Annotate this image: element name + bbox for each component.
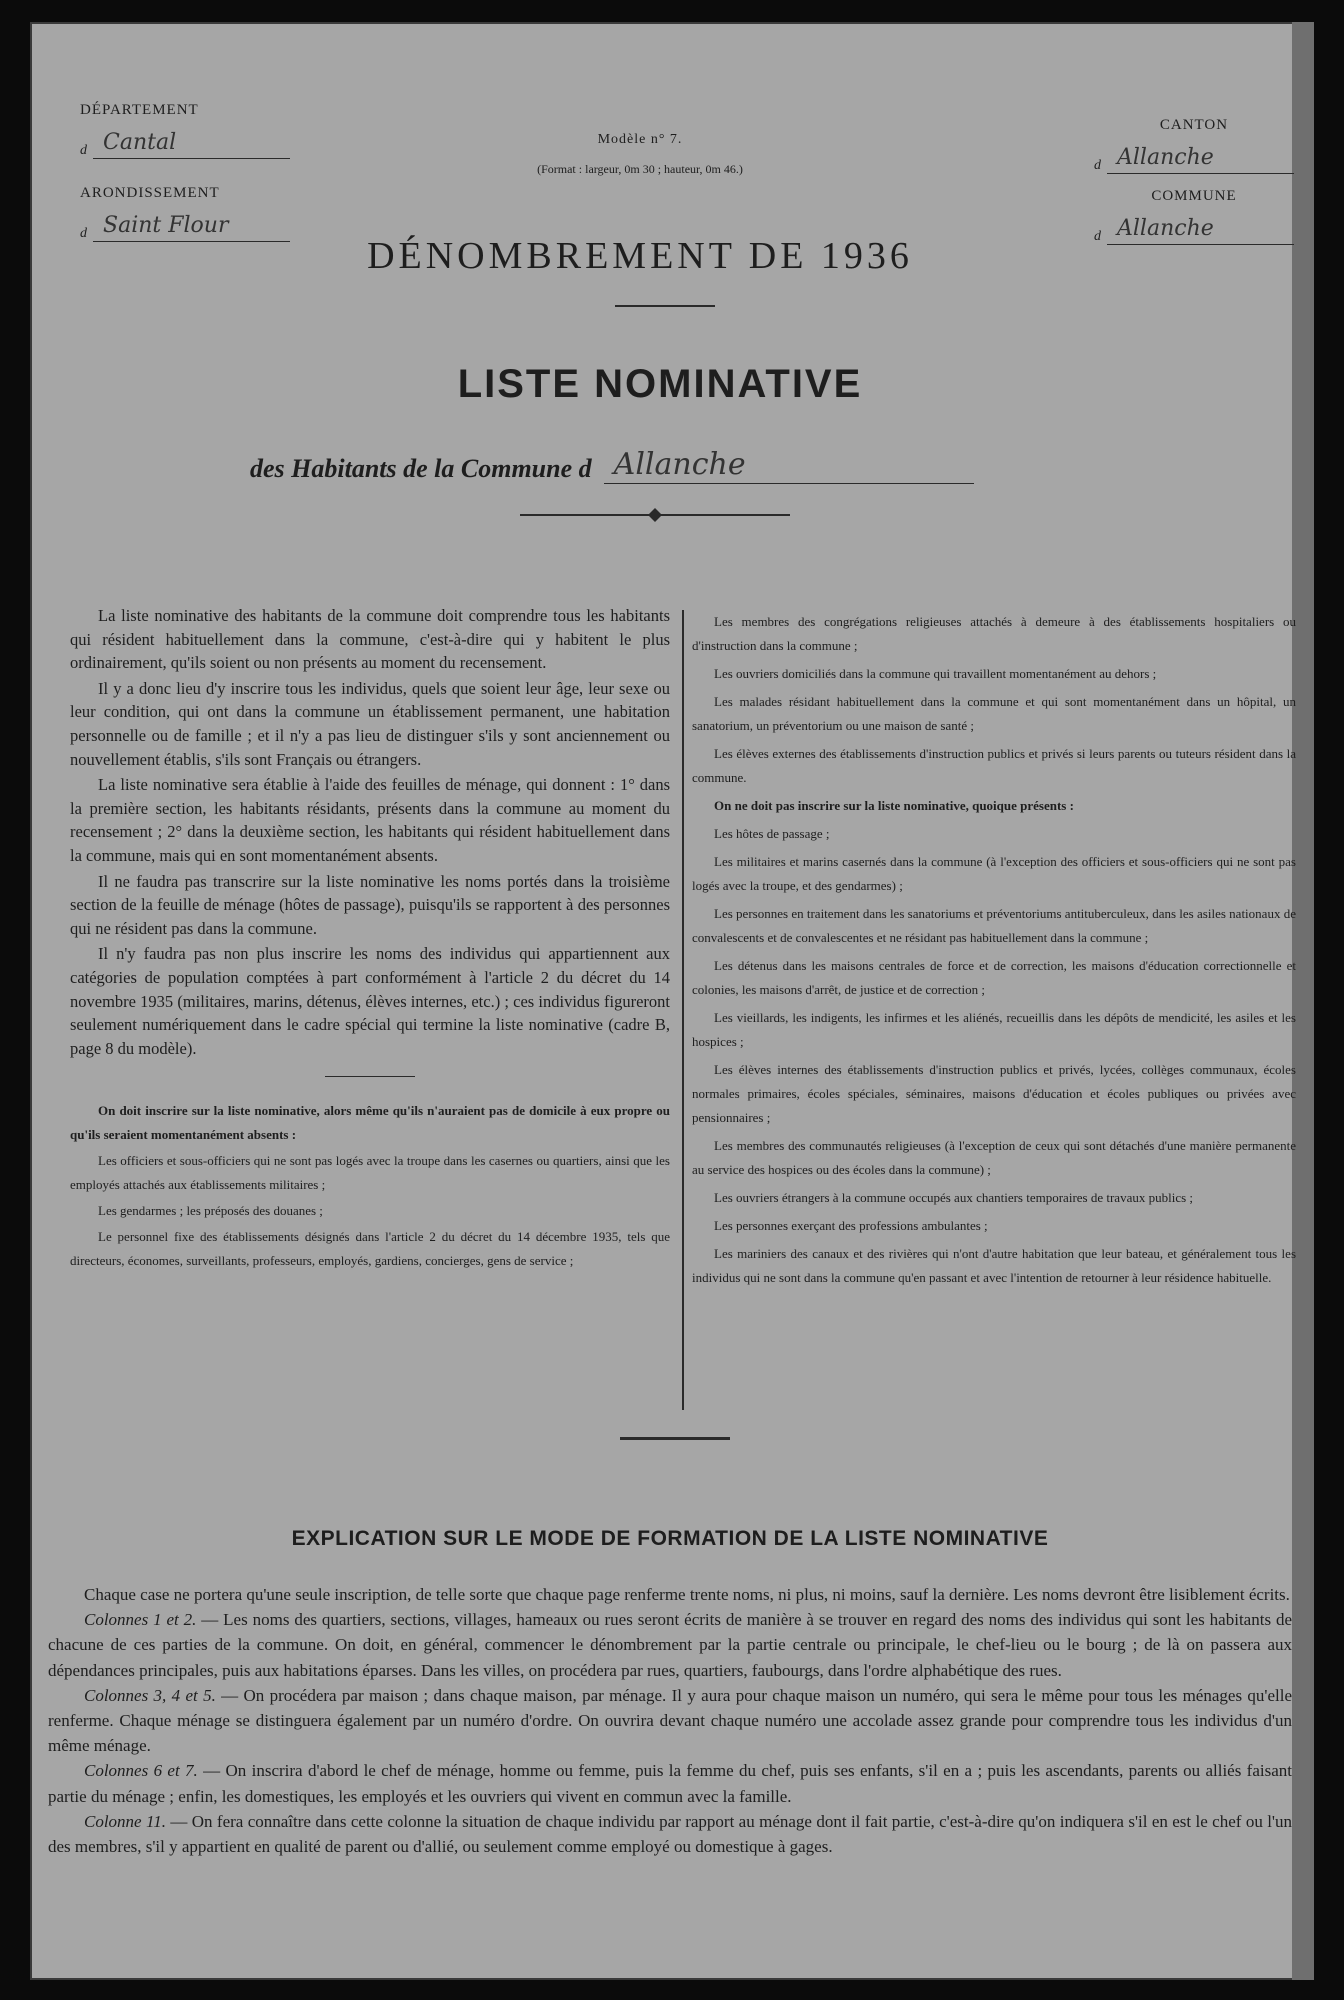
explication-item-text: — On fera connaître dans cette colonne la situation de chaque individu par rapport au ménage dont il fait partie, c'est-à-dire qu'on indiquera s'il en est le chef ou l'un des membres, s'il y appartient en qualité de parent ou d'allié, ou seulement comme employé ou domestique à gages. bbox=[48, 1811, 1292, 1857]
right-item: Les ouvriers domiciliés dans la commune qui travaillent momentanément au dehors ; bbox=[714, 666, 1157, 681]
not-inscribe-heading: On ne doit pas inscrire sur la liste nominative, quoique présents : bbox=[714, 798, 1074, 813]
commune-label: COMMUNE bbox=[1151, 188, 1237, 204]
page-subtitle: LISTE NOMINATIVE bbox=[457, 362, 863, 406]
left-paragraph: La liste nominative des habitants de la commune doit comprendre tous les habitants qui résident habituellement dans la commune, c'est-à-dire qui y habitent le plus ordinairement, qu'ils soient ou non présents au moment du recensement. bbox=[70, 606, 670, 673]
not-inscribe-item: Les personnes exerçant des professions ambulantes ; bbox=[714, 1218, 988, 1233]
not-inscribe-item: Les mariniers des canaux et des rivières qui n'ont d'autre habitation que leur bateau, et généralement tous les individus qui ne sont dans la commune qu'en passant et avec l'intention de retourner à leur résidence habituelle. bbox=[692, 1246, 1296, 1285]
must-inscribe-item: Le personnel fixe des établissements désignés dans l'article 2 du décret du 14 décembre 1935, tels que directeurs, économes, surveillants, professeurs, employés, gardiens, concierges, gens de service ; bbox=[70, 1229, 670, 1269]
header-left bbox=[80, 102, 290, 242]
explication-item-text: — Les noms des quartiers, sections, villages, hameaux ou rues seront écrits de manière à se trouver en regard des noms des individus qui sont les habitants de chacune de ces parties de la commune. On doit, en général, commencer le dénombrement par la partie centrale ou principale, le chef-lieu ou le bourg ; de là on passera aux dépendances principales, puis aux habitations éparses. Dans les villes, on procédera par rues, quartiers, faubourgs, dans l'ordre alphabétique des rues. bbox=[48, 1610, 1292, 1680]
explication-item bbox=[48, 1758, 1292, 1808]
explication-item bbox=[48, 1607, 1292, 1683]
explication-item bbox=[48, 1683, 1292, 1759]
departement-prefix: d bbox=[80, 143, 87, 158]
page-title: DÉNOMBREMENT DE 1936 bbox=[367, 235, 913, 277]
not-inscribe-item: Les membres des communautés religieuses (à l'exception de ceux qui sont détachés d'une manière permanente au service des hospices ou des écoles dans la commune) ; bbox=[692, 1138, 1296, 1177]
right-item: Les malades résidant habituellement dans la commune et qui sont momentanément dans un hôpital, un sanatorium, un préventorium ou une maison de santé ; bbox=[692, 694, 1296, 733]
arrondissement-label: ARONDISSEMENT bbox=[80, 185, 220, 201]
commune-line-label: des Habitants de la Commune d bbox=[250, 454, 592, 483]
must-inscribe-item: Les gendarmes ; les préposés des douanes ; bbox=[98, 1203, 323, 1219]
right-item: Les membres des congrégations religieuses attachés à demeure à des établissements hospitaliers ou d'instruction dans la commune ; bbox=[692, 614, 1296, 653]
departement-label: DÉPARTEMENT bbox=[80, 102, 199, 118]
ornament-divider bbox=[520, 508, 790, 522]
explication-intro: Chaque case ne portera qu'une seule inscription, de telle sorte que chaque page renferme trente noms, ni plus, ni moins, sauf la dernière. Les noms devront être lisiblement écrits. bbox=[84, 1585, 1290, 1604]
ornament-rule bbox=[620, 1437, 730, 1440]
arrondissement-value: Saint Flour bbox=[93, 211, 290, 242]
not-inscribe-item: Les élèves internes des établissements d'instruction publics et privés, lycées, collèges communaux, écoles normales primaires, écoles spéciales, séminaires, maisons d'éducation et écoles publiques ou privées avec pensionnaires ; bbox=[692, 1062, 1296, 1125]
explication-item-text: — On inscrira d'abord le chef de ménage, homme ou femme, puis la femme du chef, puis ses enfants, s'il en a ; puis les ascendants, parents ou alliés faisant partie du ménage ; enfin, les domestiques, les employés et les ouvriers qui vivent en commun avec la famille. bbox=[48, 1761, 1292, 1806]
not-inscribe-item: Les hôtes de passage ; bbox=[714, 826, 830, 841]
left-separator bbox=[325, 1076, 415, 1077]
explication-item-lead: Colonnes 3, 4 et 5. bbox=[84, 1685, 216, 1705]
left-paragraph: Il y a donc lieu d'y inscrire tous les individus, quels que soient leur âge, leur sexe ou leur condition, qui ont dans la commune un établissement permanent, une habitation personnelle ou de famille ; et il n'y a pas lieu de distinguer s'ils y sont anciennement ou nouvellement établis, s'ils sont Français ou étrangers. bbox=[70, 678, 670, 769]
commune-line-value: Allanche bbox=[604, 447, 974, 484]
instructions-right-column bbox=[692, 610, 1296, 1294]
left-paragraph: Il ne faudra pas transcrire sur la liste nominative les noms portés dans la troisième section de la feuille de ménage (hôtes de passage), puisqu'ils se rapportent à des personnes qui ne résident pas dans la commune. bbox=[70, 871, 670, 938]
explication-heading: EXPLICATION SUR LE MODE DE FORMATION DE LA LISTE NOMINATIVE bbox=[291, 1527, 1049, 1550]
explication-body bbox=[48, 1582, 1292, 1859]
not-inscribe-item: Les militaires et marins casernés dans la commune (à l'exception des officiers et sous-officiers qui ne sont pas logés avec la troupe, et des gendarmes) ; bbox=[692, 854, 1296, 893]
arrondissement-field bbox=[80, 206, 290, 242]
commune-prefix: d bbox=[1094, 229, 1101, 244]
header-right bbox=[1094, 117, 1294, 245]
census-page bbox=[30, 22, 1314, 1980]
explication-item-lead: Colonnes 6 et 7. bbox=[84, 1761, 198, 1781]
arrondissement-prefix: d bbox=[80, 226, 87, 241]
canton-label: CANTON bbox=[1159, 117, 1229, 133]
left-paragraph: La liste nominative sera établie à l'aide des feuilles de ménage, qui donnent : 1° dans la première section, les habitants résidants, présents dans la commune au moment du recensement ; 2° dans la deuxième section, les habitants qui résident habituellement dans la commune, mais qui en sont momentanément absents. bbox=[70, 775, 670, 865]
not-inscribe-item: Les ouvriers étrangers à la commune occupés aux chantiers temporaires de travaux publics ; bbox=[714, 1190, 1194, 1205]
not-inscribe-item: Les détenus dans les maisons centrales de force et de correction, les maisons d'éducation correctionnelle et colonies, les maisons d'arrêt, de justice et de correction ; bbox=[692, 958, 1296, 997]
commune-line bbox=[250, 447, 1130, 484]
must-inscribe-item: Les officiers et sous-officiers qui ne sont pas logés avec la troupe dans les casernes ou quartiers, ainsi que les employés attachés aux établissements militaires ; bbox=[70, 1153, 670, 1193]
right-item: Les élèves externes des établissements d'instruction publics et privés si leurs parents ou tuteurs résident dans la commune. bbox=[692, 746, 1296, 785]
canton-prefix: d bbox=[1094, 158, 1101, 173]
explication-item bbox=[48, 1809, 1292, 1859]
not-inscribe-item: Les vieillards, les indigents, les infirmes et les aliénés, recueillis dans les dépôts de mendicité, les asiles et les hospices ; bbox=[692, 1010, 1296, 1049]
explication-item-text: — On procédera par maison ; dans chaque maison, par ménage. Il y aura pour chaque maison un numéro, qui sera le même pour tous les ménages qu'elle renferme. Chaque ménage se distinguera également par un numéro d'ordre. On ouvrira devant chaque numéro une accolade assez grande pour comprendre tous les individus d'un même ménage. bbox=[48, 1685, 1292, 1756]
explication-item-lead: Colonnes 1 et 2. bbox=[84, 1610, 197, 1630]
column-divider bbox=[682, 610, 684, 1410]
left-paragraph: Il n'y faudra pas non plus inscrire les noms des individus qui appartiennent aux catégories de population comptées à part conformément à l'article 2 du décret du 14 novembre 1935 (militaires, marins, détenus, élèves internes, etc.) ; ces individus figureront seulement numériquement dans le cadre spécial qui termine la liste nominative (cadre B, page 8 du modèle). bbox=[70, 944, 670, 1058]
not-inscribe-item: Les personnes en traitement dans les sanatoriums et préventoriums antituberculeux, dans les asiles nationaux de convalescents et de convalescentes et ne résidant pas habituellement dans la commune ; bbox=[692, 906, 1296, 945]
instructions-left-column bbox=[70, 604, 670, 1275]
modele-block bbox=[460, 132, 820, 177]
modele-format: (Format : largeur, 0m 30 ; hauteur, 0m 46.) bbox=[537, 162, 743, 176]
explication-item-lead: Colonne 11. bbox=[84, 1811, 166, 1831]
canton-value: Allanche bbox=[1107, 143, 1294, 174]
modele-number: Modèle n° 7. bbox=[597, 132, 683, 147]
must-inscribe-heading: On doit inscrire sur la liste nominative, alors même qu'ils n'auraient pas de domicile à eux propre ou qu'ils seraient momentanément absents : bbox=[70, 1103, 670, 1143]
commune-value: Allanche bbox=[1107, 214, 1294, 245]
departement-value: Cantal bbox=[93, 128, 290, 159]
commune-field bbox=[1094, 209, 1294, 245]
departement-field bbox=[80, 123, 290, 159]
canton-field bbox=[1094, 138, 1294, 174]
title-rule bbox=[615, 305, 715, 307]
